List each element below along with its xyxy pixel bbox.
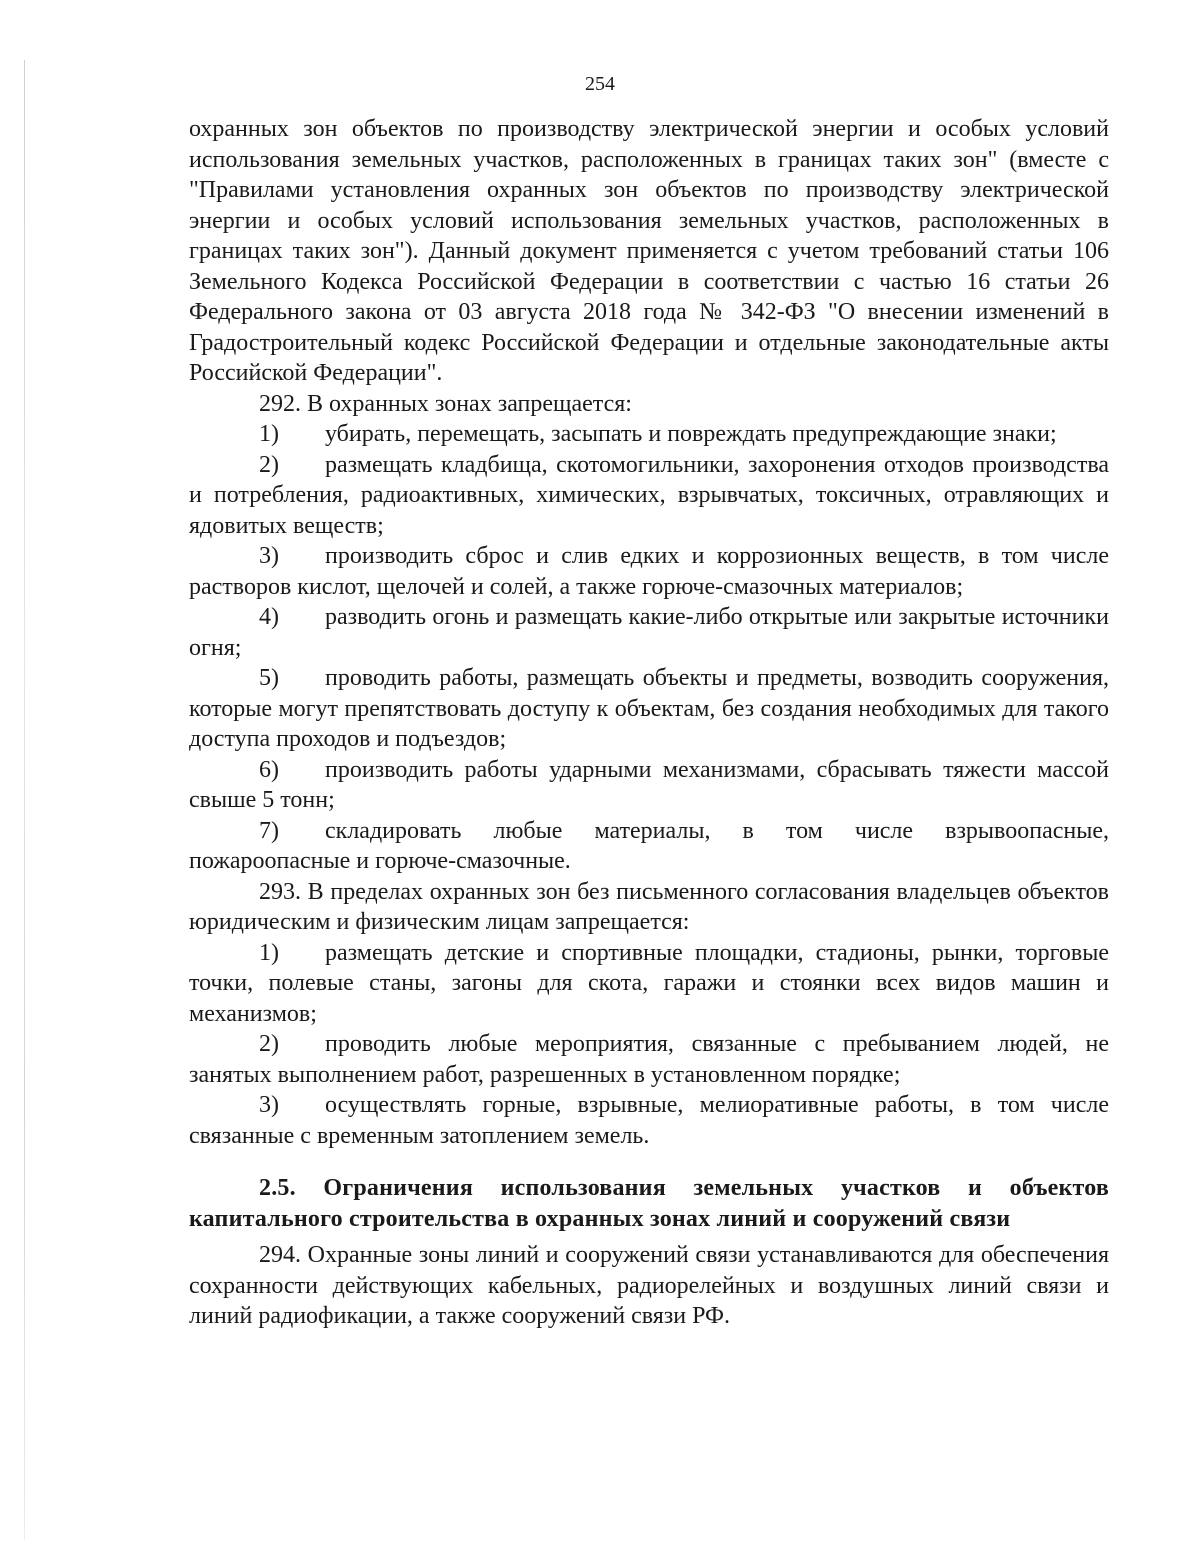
scan-edge-line (24, 60, 25, 1540)
list-item-number: 3) (259, 1092, 279, 1118)
list-item (189, 1029, 1109, 1090)
page-number: 254 (585, 73, 615, 95)
list-item (189, 1090, 1109, 1151)
list-item-text: разводить огонь и размещать какие-либо открытые или закрытые источники огня; (189, 604, 1109, 661)
list-item-text: размещать детские и спортивные площадки, стадионы, рынки, торговые точки, полевые станы, загоны для скота, гаражи и стоянки всех видов машин и механизмов; (189, 939, 1109, 1027)
list-item (189, 938, 1109, 1030)
section-292-lead: 292. В охранных зонах запрещается: (259, 390, 632, 417)
document-body (189, 114, 1109, 1332)
list-item-text: осуществлять горные, взрывные, мелиоративные работы, в том числе связанные с временным затоплением земель. (189, 1092, 1109, 1149)
paragraph-294: 294. Охранные зоны линий и сооружений связи устанавливаются для обеспечения сохранности действующих кабельных, радиорелейных и воздушных линий связи и линий радиофикации, а также сооружений связи РФ. (189, 1242, 1109, 1329)
list-item-text: убирать, перемещать, засыпать и повреждать предупреждающие знаки; (325, 421, 1057, 447)
list-item-text: производить работы ударными механизмами, сбрасывать тяжести массой свыше 5 тонн; (189, 756, 1109, 813)
list-item (189, 450, 1109, 542)
list-item-number: 3) (259, 543, 279, 569)
list-item-number: 1) (259, 421, 279, 447)
list-item-number: 2) (259, 451, 279, 478)
list-item-text: складировать любые материалы, в том числе взрывоопасные, пожароопасные и горюче-смазочные. (189, 817, 1109, 874)
section-292-list (189, 419, 1109, 877)
list-item-number: 6) (259, 756, 279, 783)
list-item-text: производить сброс и слив едких и коррозионных веществ, в том числе растворов кислот, щелочей и солей, а также горюче-смазочных материалов; (189, 543, 1109, 600)
list-item-text: проводить работы, размещать объекты и предметы, возводить сооружения, которые могут препятствовать доступу к объектам, без создания необходимых для такого доступа проходов и подъездов; (189, 665, 1109, 752)
list-item-number: 7) (259, 817, 279, 844)
list-item (189, 541, 1109, 602)
list-item (189, 602, 1109, 663)
list-item (189, 816, 1109, 877)
list-item-text: размещать кладбища, скотомогильники, захоронения отходов производства и потребления, радиоактивных, химических, взрывчатых, токсичных, отравляющих и ядовитых веществ; (189, 451, 1109, 539)
intro-paragraph: охранных зон объектов по производству электрической энергии и особых условий использования земельных участков, расположенных в границах таких зон" (вместе с "Правилами установления охранных зон объектов по производству электрической энергии и особых условий использования земельных участков, расположенных в границах таких зон"). Данный документ применяется с учетом требований статьи 106 Земельного Кодекса Российской Федерации в соответствии с частью 16 статьи 26 Федерального закона от 03 августа 2018 года № 342-ФЗ "О внесении изменений в Градостроительный кодекс Российской Федерации и отдельные законодательные акты Российской Федерации". (189, 116, 1109, 386)
list-item-number: 1) (259, 939, 279, 966)
list-item-number: 2) (259, 1031, 279, 1057)
list-item (189, 663, 1109, 755)
list-item-number: 5) (259, 665, 279, 691)
list-item-number: 4) (259, 604, 279, 630)
section-heading: 2.5. Ограничения использования земельных участков и объектов капитального строительства в охранных зонах линий и сооружений связи (189, 1175, 1109, 1232)
list-item (189, 419, 1109, 450)
section-293-lead: 293. В пределах охранных зон без письменного согласования владельцев объектов юридическим и физическим лицам запрещается: (189, 878, 1109, 935)
section-293-list (189, 938, 1109, 1152)
list-item (189, 755, 1109, 816)
list-item-text: проводить любые мероприятия, связанные с пребыванием людей, не занятых выполнением работ, разрешенных в установленном порядке; (189, 1031, 1109, 1088)
